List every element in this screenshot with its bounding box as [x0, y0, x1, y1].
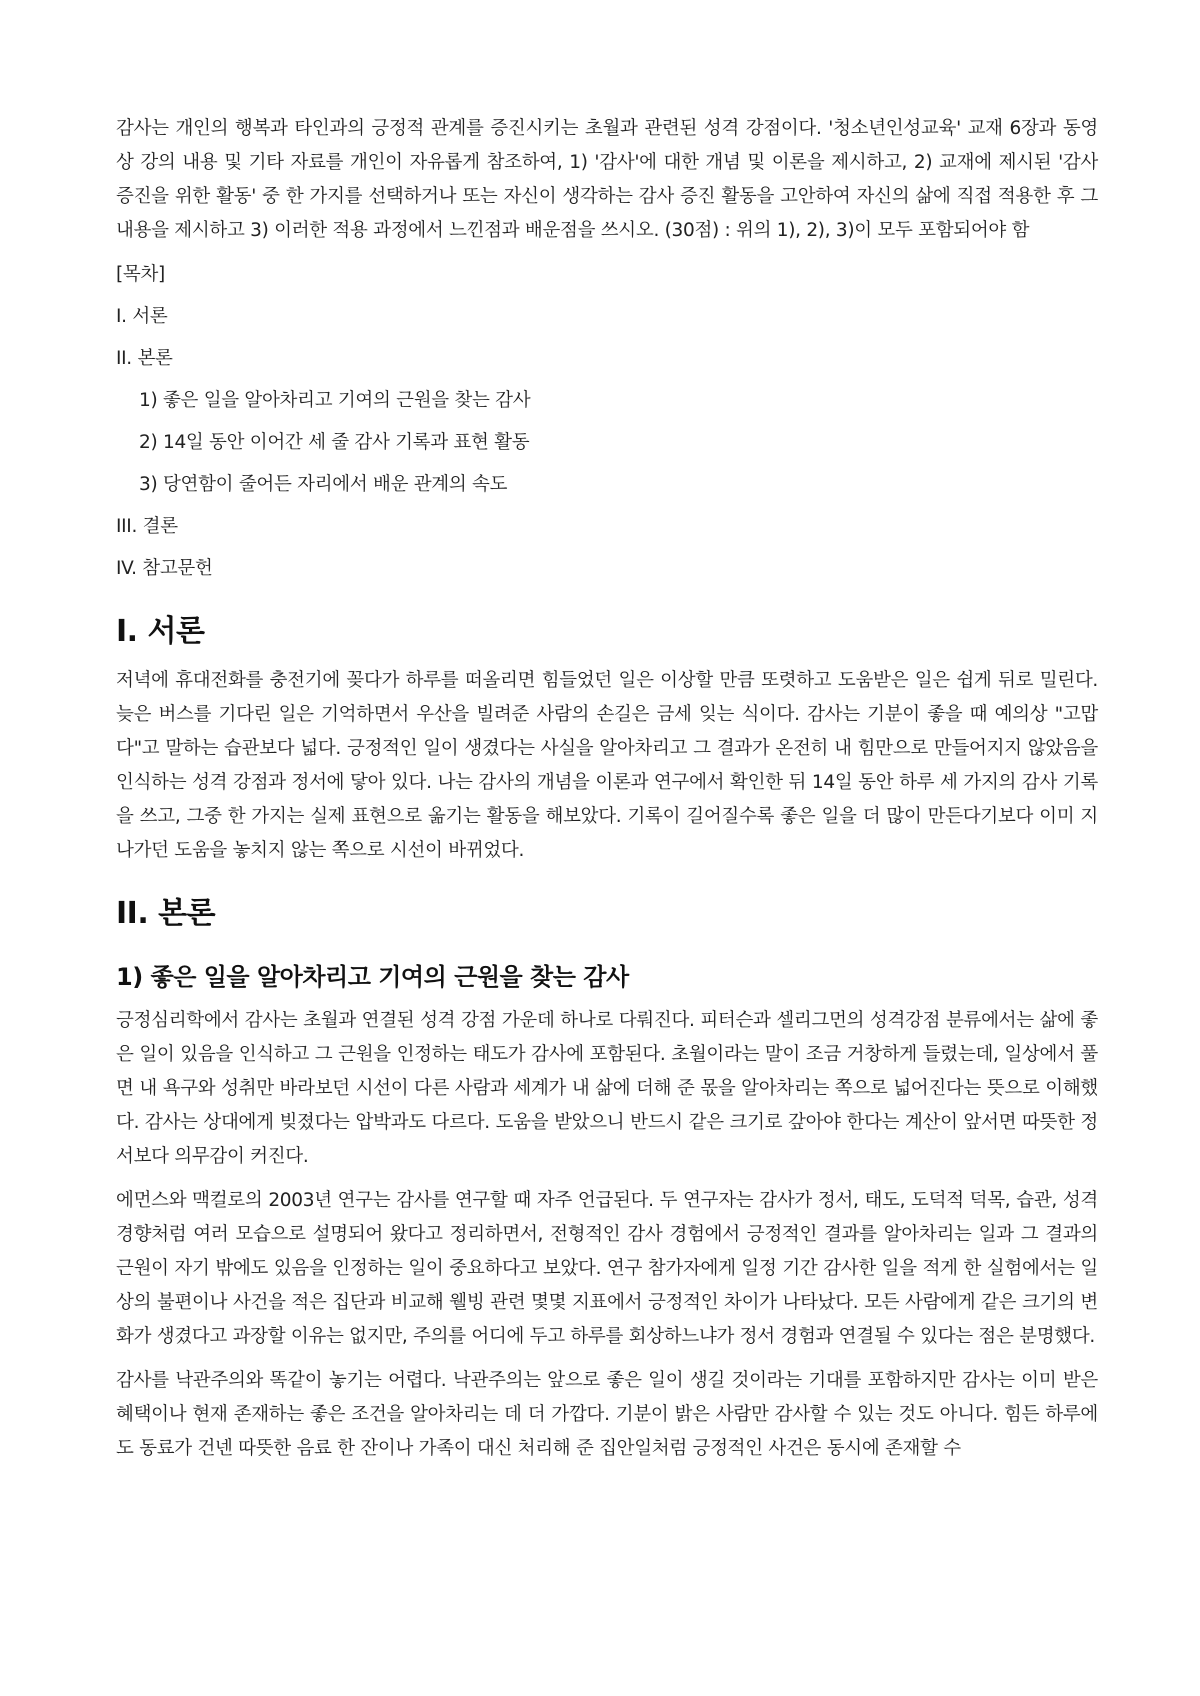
- section-paragraph: 에먼스와 맥컬로의 2003년 연구는 감사를 연구할 때 자주 언급된다. 두 연구자는 감사가 정서, 태도, 도덕적 덕목, 습관, 성격 경향처럼 여러 모습으로 설명되어 왔다고 정리하면서, 전형적인 감사 경험에서 긍정적인 결과를 알아차리는 일과 그 결과의 근원이 자기 밖에도 있음을 인정하는 일이 중요하다고 보았다. 연구 참가자에게 일정 기간 감사한 일을 적게 한 실험에서는 일상의 불편이나 사건을 적은 집단과 비교해 웰빙 관련 몇몇 지표에서 긍정적인 차이가 나타났다. 모든 사람에게 같은 크기의 변화가 생겼다고 과장할 이유는 없지만, 주의를 어디에 두고 하루를 회상하느냐가 정서 경험과 연결될 수 있다는 점은 분명했다.: [116, 1190, 1098, 1347]
- assignment-prompt: 감사는 개인의 행복과 타인과의 긍정적 관계를 증진시키는 초월과 관련된 성격 강점이다. '청소년인성교육' 교재 6장과 동영상 강의 내용 및 기타 자료를 개인이 자유롭게 참조하여, 1) '감사'에 대한 개념 및 이론을 제시하고, 2) 교재에 제시된 '감사 증진을 위한 활동' 중 한 가지를 선택하거나 또는 자신이 생각하는 감사 증진 활동을 고안하여 자신의 삶에 직접 적용한 후 그 내용을 제시하고 3) 이러한 적용 과정에서 느낀점과 배운점을 쓰시오. (30점) : 위의 1), 2), 3)이 모두 포함되어야 함: [116, 118, 1098, 241]
- toc-item: IV. 참고문헌: [116, 558, 213, 579]
- toc-subitem: 1) 좋은 일을 알아차리고 기여의 근원을 찾는 감사: [139, 390, 531, 411]
- section-paragraph: 긍정심리학에서 감사는 초월과 연결된 성격 강점 가운데 하나로 다뤄진다. 피터슨과 셀리그먼의 성격강점 분류에서는 삶에 좋은 일이 있음을 인식하고 그 근원을 인정하는 태도가 감사에 포함된다. 초월이라는 말이 조금 거창하게 들렸는데, 일상에서 풀면 내 욕구와 성취만 바라보던 시선이 다른 사람과 세계가 내 삶에 더해 준 몫을 알아차리는 쪽으로 넓어진다는 뜻으로 이해했다. 감사는 상대에게 빚졌다는 압박과도 다르다. 도움을 받았으니 반드시 같은 크기로 갚아야 한다는 계산이 앞서면 따뜻한 정서보다 의무감이 커진다.: [116, 1010, 1098, 1167]
- toc-item: III. 결론: [116, 516, 178, 537]
- toc-item: II. 본론: [116, 348, 173, 369]
- toc-subitem: 2) 14일 동안 이어간 세 줄 감사 기록과 표현 활동: [139, 432, 530, 453]
- intro-heading: I. 서론: [116, 614, 205, 649]
- section-paragraph: 감사를 낙관주의와 똑같이 놓기는 어렵다. 낙관주의는 앞으로 좋은 일이 생길 것이라는 기대를 포함하지만 감사는 이미 받은 혜택이나 현재 존재하는 좋은 조건을 알아차리는 데 더 가깝다. 기분이 밝은 사람만 감사할 수 있는 것도 아니다. 힘든 하루에도 동료가 건넨 따뜻한 음료 한 잔이나 가족이 대신 처리해 준 집안일처럼 긍정적인 사건은 동시에 존재할 수: [116, 1370, 1098, 1459]
- section-heading: 1) 좋은 일을 알아차리고 기여의 근원을 찾는 감사: [116, 963, 629, 991]
- toc-item: I. 서론: [116, 306, 168, 327]
- table-of-contents: [116, 258, 1098, 586]
- toc-subitem: 3) 당연함이 줄어든 자리에서 배운 관계의 속도: [139, 474, 508, 495]
- toc-title: [목차]: [116, 264, 165, 285]
- body-heading: II. 본론: [116, 896, 216, 931]
- intro-paragraph: 저녁에 휴대전화를 충전기에 꽂다가 하루를 떠올리면 힘들었던 일은 이상할 만큼 또렷하고 도움받은 일은 쉽게 뒤로 밀린다. 늦은 버스를 기다린 일은 기억하면서 우산을 빌려준 사람의 손길은 금세 잊는 식이다. 감사는 기분이 좋을 때 예의상 "고맙다"고 말하는 습관보다 넓다. 긍정적인 일이 생겼다는 사실을 알아차리고 그 결과가 온전히 내 힘만으로 만들어지지 않았음을 인식하는 성격 강점과 정서에 닿아 있다. 나는 감사의 개념을 이론과 연구에서 확인한 뒤 14일 동안 하루 세 가지의 감사 기록을 쓰고, 그중 한 가지는 실제 표현으로 옮기는 활동을 해보았다. 기록이 길어질수록 좋은 일을 더 많이 만든다기보다 이미 지나가던 도움을 놓치지 않는 쪽으로 시선이 바뀌었다.: [116, 670, 1098, 861]
